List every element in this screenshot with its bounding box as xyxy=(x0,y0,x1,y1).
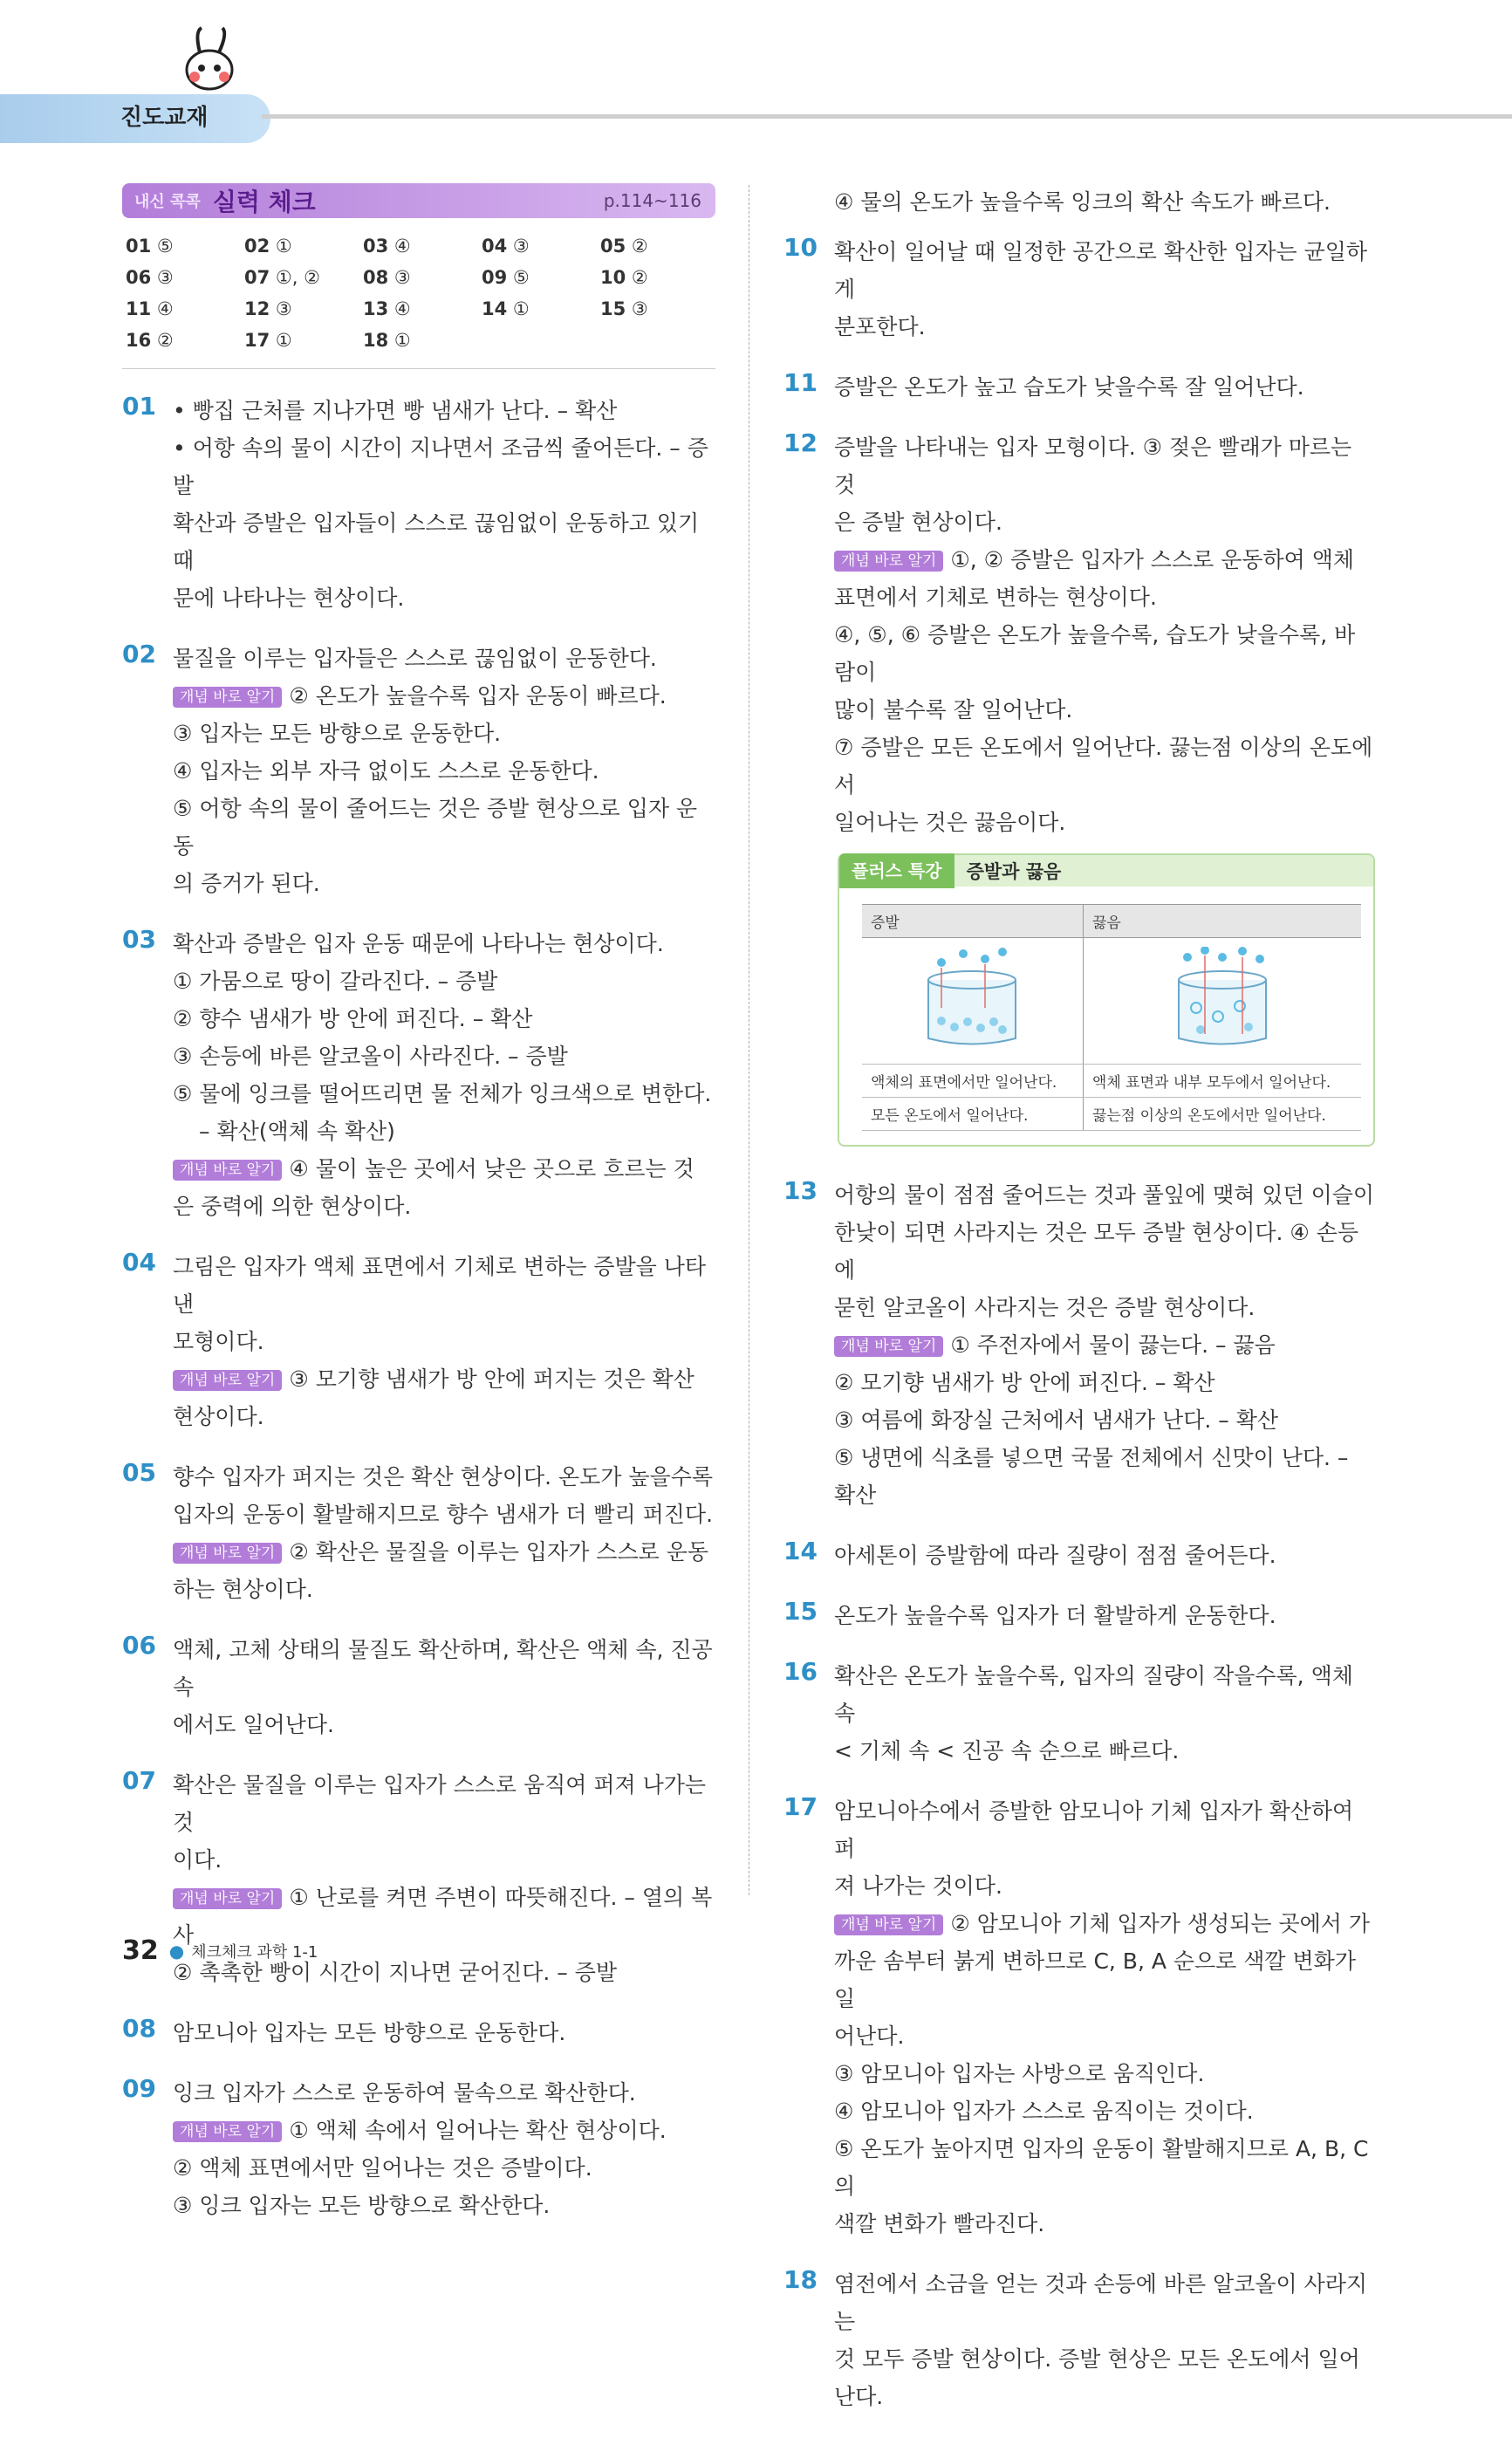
answer-cell xyxy=(126,267,244,288)
concept-badge: 개념 바로 알기 xyxy=(834,1336,943,1357)
evaporation-beaker-icon xyxy=(915,947,1029,1051)
plus-tag: 플러스 특강 xyxy=(839,853,954,888)
answer-value: ①, ② xyxy=(275,267,320,288)
text-line: 에서도 일어난다. xyxy=(173,1712,334,1737)
text-line: ④, ⑤, ⑥ 증발은 온도가 높을수록, 습도가 낮을수록, 바람이 xyxy=(834,622,1356,685)
concept-badge: 개념 바로 알기 xyxy=(173,1888,282,1909)
answer-cell xyxy=(600,267,719,288)
answer-check-bar xyxy=(122,183,715,218)
explanation-06 xyxy=(122,1631,715,1743)
text-line: ①, ② 증발은 입자가 스스로 운동하여 액체 xyxy=(950,547,1355,572)
explanation-14 xyxy=(783,1537,1375,1574)
bullet-dot-icon: ● xyxy=(168,1940,185,1962)
mascot-icon xyxy=(170,24,249,94)
answer-value: ① xyxy=(393,330,411,351)
text-line: 확산이 일어날 때 일정한 공간으로 확산한 입자는 균일하게 xyxy=(834,239,1368,302)
explanation-number: 04 xyxy=(122,1248,156,1277)
text-line: ③ 여름에 화장실 근처에서 냄새가 난다. – 확산 xyxy=(834,1407,1279,1433)
text-line: ④ 물의 온도가 높을수록 잉크의 확산 속도가 빠르다. xyxy=(834,189,1331,215)
answer-number: 11 xyxy=(126,298,152,319)
answer-number: 09 xyxy=(482,267,508,288)
text-line: ⑤ 냉면에 식초를 넣으면 국물 전체에서 신맛이 난다. – 확산 xyxy=(834,1445,1349,1508)
explanation-18 xyxy=(783,2265,1375,2415)
text-line: 염전에서 소금을 얻는 것과 손등에 바른 알코올이 사라지는 xyxy=(834,2271,1368,2334)
text-line: 묻힌 알코올이 사라지는 것은 증발 현상이다. xyxy=(834,1295,1255,1320)
answer-value: ⑤ xyxy=(156,236,174,257)
header-rule xyxy=(262,114,1512,119)
text-line: ② 확산은 물질을 이루는 입자가 스스로 운동 xyxy=(289,1539,708,1565)
answer-value: ③ xyxy=(631,298,648,319)
text-line: ⑤ 온도가 높아지면 입자의 운동이 활발해지므로 A, B, C의 xyxy=(834,2136,1369,2199)
explanation-number: 13 xyxy=(783,1176,818,1205)
plus-topic: 증발과 끓음 xyxy=(966,861,1062,882)
answer-number: 03 xyxy=(363,236,389,257)
table-cell: 끓는점 이상의 온도에서만 일어난다. xyxy=(1083,1098,1361,1131)
answer-number: 13 xyxy=(363,298,389,319)
text-line: ③ 모기향 냄새가 방 안에 퍼지는 것은 확산 xyxy=(289,1366,694,1392)
answer-cell xyxy=(126,236,244,257)
explanation-04 xyxy=(122,1248,715,1435)
concept-badge: 개념 바로 알기 xyxy=(834,1914,943,1935)
text-line: ② 향수 냄새가 방 안에 퍼진다. – 확산 xyxy=(173,1006,533,1031)
text-line: ④ 물이 높은 곳에서 낮은 곳으로 흐르는 것 xyxy=(289,1156,694,1181)
text-line: ③ 손등에 바른 알코올이 사라진다. – 증발 xyxy=(173,1044,568,1069)
answer-cell xyxy=(600,298,719,319)
explanation-number: 08 xyxy=(122,2014,156,2043)
explanation-16 xyxy=(783,1657,1375,1770)
explanation-number: 06 xyxy=(122,1631,156,1660)
answer-number: 05 xyxy=(600,236,626,257)
text-line: 은 증발 현상이다. xyxy=(834,510,1002,535)
answer-number: 15 xyxy=(600,298,626,319)
text-line: ② 촉촉한 빵이 시간이 지나면 굳어진다. – 증발 xyxy=(173,1960,618,1985)
explanation-number: 02 xyxy=(122,640,156,668)
text-line: ③ 입자는 모든 방향으로 운동한다. xyxy=(173,721,502,746)
plus-lecture-box xyxy=(838,853,1375,1147)
answer-cell xyxy=(363,298,482,319)
right-column xyxy=(783,183,1375,2438)
text-line: ① 난로를 켜면 주변이 따뜻해진다. – 열의 복사 xyxy=(173,1885,713,1948)
concept-badge: 개념 바로 알기 xyxy=(173,1543,282,1564)
text-line: ⑤ 어항 속의 물이 줄어드는 것은 증발 현상으로 입자 운동 xyxy=(173,796,698,859)
answer-value: ⑤ xyxy=(512,267,530,288)
text-line: 문에 나타나는 현상이다. xyxy=(173,586,405,611)
table-cell: 액체 표면과 내부 모두에서 일어난다. xyxy=(1083,1065,1361,1098)
text-line: ④ 입자는 외부 자극 없이도 스스로 운동한다. xyxy=(173,758,599,784)
text-line: 많이 불수록 잘 일어난다. xyxy=(834,697,1073,722)
text-line: 일어나는 것은 끓음이다. xyxy=(834,810,1066,835)
text-line: 증발은 온도가 높고 습도가 낮을수록 잘 일어난다. xyxy=(834,374,1304,400)
text-line: 한낮이 되면 사라지는 것은 모두 증발 현상이다. ④ 손등에 xyxy=(834,1220,1359,1283)
answer-cell xyxy=(244,330,363,351)
explanation-15 xyxy=(783,1597,1375,1634)
explanation-17 xyxy=(783,1792,1375,2243)
text-line: 이다. xyxy=(173,1847,222,1873)
concept-badge: 개념 바로 알기 xyxy=(173,1370,282,1391)
text-line: 분포한다. xyxy=(834,314,926,339)
text-line: 어난다. xyxy=(834,2024,905,2049)
explanation-01 xyxy=(122,392,715,617)
answer-number: 01 xyxy=(126,236,152,257)
answer-cell xyxy=(244,267,363,288)
explanation-number: 01 xyxy=(122,392,156,421)
text-line: 확산과 증발은 입자 운동 때문에 나타나는 현상이다. xyxy=(173,931,664,956)
text-line: 확산은 물질을 이루는 입자가 스스로 움직여 퍼져 나가는 것 xyxy=(173,1772,707,1835)
check-subtitle: 내신 콕콕 xyxy=(134,193,201,211)
answer-cell xyxy=(244,236,363,257)
text-line: 색깔 변화가 빨라진다. xyxy=(834,2211,1045,2236)
answer-number: 07 xyxy=(244,267,270,288)
text-line: 암모니아 입자는 모든 방향으로 운동한다. xyxy=(173,2020,566,2045)
concept-badge: 개념 바로 알기 xyxy=(173,2121,282,2142)
answer-cell xyxy=(363,330,482,351)
concept-badge: 개념 바로 알기 xyxy=(173,1160,282,1181)
boiling-beaker-icon xyxy=(1166,947,1279,1051)
text-line: 물질을 이루는 입자들은 스스로 끊임없이 운동한다. xyxy=(173,646,657,671)
answer-number: 16 xyxy=(126,330,152,351)
explanation-12 xyxy=(783,428,1375,841)
text-line: 그림은 입자가 액체 표면에서 기체로 변하는 증발을 나타낸 xyxy=(173,1254,707,1317)
table-cell: 모든 온도에서 일어난다. xyxy=(862,1098,1083,1131)
answer-number: 14 xyxy=(482,298,508,319)
page-number: 32 xyxy=(122,1935,159,1966)
table-cell: 액체의 표면에서만 일어난다. xyxy=(862,1065,1083,1098)
evaporation-boiling-table xyxy=(862,904,1361,1131)
text-line: 것 모두 증발 현상이다. 증발 현상은 모든 온도에서 일어난다. xyxy=(834,2346,1360,2409)
explanation-number: 16 xyxy=(783,1657,818,1686)
text-line: ② 암모니아 기체 입자가 생성되는 곳에서 가 xyxy=(950,1911,1370,1936)
text-line: 까운 솜부터 붉게 변하므로 C, B, A 순으로 색깔 변화가 일 xyxy=(834,1948,1356,2011)
answer-cell xyxy=(244,298,363,319)
text-line: • 어항 속의 물이 시간이 지나면서 조금씩 줄어든다. – 증발 xyxy=(173,435,708,498)
answer-cell xyxy=(482,298,600,319)
answer-value: ③ xyxy=(275,298,292,319)
answer-value: ④ xyxy=(156,298,174,319)
text-line: 확산과 증발은 입자들이 스스로 끊임없이 운동하고 있기 때 xyxy=(173,510,700,573)
answer-cell xyxy=(482,236,600,257)
table-header: 끓음 xyxy=(1083,905,1361,938)
check-pages: p.114~116 xyxy=(603,190,701,211)
answer-cell xyxy=(126,298,244,319)
text-line: 액체, 고체 상태의 물질도 확산하며, 확산은 액체 속, 진공 속 xyxy=(173,1637,713,1700)
answer-grid xyxy=(126,236,715,351)
explanation-number: 03 xyxy=(122,925,156,954)
answer-number: 12 xyxy=(244,298,270,319)
answer-value: ③ xyxy=(393,267,411,288)
answer-value: ① xyxy=(275,330,292,351)
text-line: ⑦ 증발은 모든 온도에서 일어난다. 끓는점 이상의 온도에서 xyxy=(834,735,1373,798)
explanation-number: 05 xyxy=(122,1458,156,1487)
explanation-number: 10 xyxy=(783,233,818,262)
answer-cell xyxy=(363,267,482,288)
answer-cell xyxy=(600,236,719,257)
answer-value: ② xyxy=(631,267,648,288)
explanation-02 xyxy=(122,640,715,902)
text-line: 확산은 온도가 높을수록, 입자의 질량이 작을수록, 액체 속 xyxy=(834,1663,1353,1726)
answer-value: ① xyxy=(275,236,292,257)
text-line: 잉크 입자가 스스로 운동하여 물속으로 확산한다. xyxy=(173,2080,636,2106)
explanation-11 xyxy=(783,368,1375,406)
answer-value: ③ xyxy=(512,236,530,257)
text-line: ① 액체 속에서 일어나는 확산 현상이다. xyxy=(289,2118,667,2143)
explanation-09-continued xyxy=(783,183,1375,221)
explanation-number: 11 xyxy=(783,368,818,397)
answer-number: 08 xyxy=(363,267,389,288)
text-line: ① 가뭄으로 땅이 갈라진다. – 증발 xyxy=(173,969,498,994)
text-line: – 확산(액체 속 확산) xyxy=(199,1119,395,1144)
table-header: 증발 xyxy=(862,905,1083,938)
answer-cell xyxy=(126,330,244,351)
check-title: 실력 체크 xyxy=(212,188,316,216)
answer-value: ① xyxy=(512,298,530,319)
book-title: 체크체크 과학 1-1 xyxy=(191,1942,318,1962)
answer-cell xyxy=(482,267,600,288)
explanation-number: 12 xyxy=(783,428,818,457)
section-rule xyxy=(122,368,715,369)
explanation-number: 18 xyxy=(783,2265,818,2294)
explanation-13 xyxy=(783,1176,1375,1514)
answer-value: ④ xyxy=(393,298,411,319)
answer-number: 04 xyxy=(482,236,508,257)
header-title: 진도교재 xyxy=(120,105,209,131)
text-line: ② 모기향 냄새가 방 안에 퍼진다. – 확산 xyxy=(834,1370,1215,1395)
explanation-05 xyxy=(122,1458,715,1608)
text-line: 은 중력에 의한 현상이다. xyxy=(173,1194,412,1219)
explanation-08 xyxy=(122,2014,715,2051)
answer-value: ② xyxy=(631,236,648,257)
answer-value: ③ xyxy=(156,267,174,288)
text-line: 모형이다. xyxy=(173,1329,264,1354)
explanation-number: 15 xyxy=(783,1597,818,1626)
text-line: 아세톤이 증발함에 따라 질량이 점점 줄어든다. xyxy=(834,1543,1276,1568)
text-line: 의 증거가 된다. xyxy=(173,871,320,896)
text-line: ④ 암모니아 입자가 스스로 움직이는 것이다. xyxy=(834,2099,1254,2124)
text-line: 하는 현상이다. xyxy=(173,1577,313,1602)
page-footer xyxy=(122,1935,318,1966)
text-line: 향수 입자가 퍼지는 것은 확산 현상이다. 온도가 높을수록 xyxy=(173,1464,714,1490)
text-line: 표면에서 기체로 변하는 현상이다. xyxy=(834,585,1157,610)
text-line: 어항의 물이 점점 줄어드는 것과 풀잎에 맺혀 있던 이슬이 xyxy=(834,1182,1375,1208)
explanation-number: 09 xyxy=(122,2074,156,2103)
answer-number: 18 xyxy=(363,330,389,351)
answer-value: ② xyxy=(156,330,174,351)
text-line: < 기체 속 < 진공 속 순으로 빠르다. xyxy=(834,1738,1180,1763)
explanation-09 xyxy=(122,2074,715,2224)
text-line: 온도가 높을수록 입자가 더 활발하게 운동한다. xyxy=(834,1603,1276,1628)
text-line: ① 주전자에서 물이 끓는다. – 끓음 xyxy=(950,1332,1276,1358)
concept-badge: 개념 바로 알기 xyxy=(834,551,943,572)
text-line: 져 나가는 것이다. xyxy=(834,1873,1002,1899)
text-line: ② 액체 표면에서만 일어나는 것은 증발이다. xyxy=(173,2155,592,2181)
text-line: 증발을 나타내는 입자 모형이다. ③ 젖은 빨래가 마르는 것 xyxy=(834,435,1352,497)
explanation-number: 07 xyxy=(122,1766,156,1795)
answer-cell xyxy=(363,236,482,257)
answer-number: 02 xyxy=(244,236,270,257)
concept-badge: 개념 바로 알기 xyxy=(173,687,282,708)
text-line: ③ 암모니아 입자는 사방으로 움직인다. xyxy=(834,2061,1205,2086)
text-line: ② 온도가 높을수록 입자 운동이 빠르다. xyxy=(289,683,667,709)
explanation-10 xyxy=(783,233,1375,346)
text-line: 입자의 운동이 활발해지므로 향수 냄새가 더 빨리 퍼진다. xyxy=(173,1502,714,1527)
answer-number: 17 xyxy=(244,330,270,351)
text-line: 현상이다. xyxy=(173,1404,264,1429)
answer-value: ④ xyxy=(393,236,411,257)
text-line: ③ 잉크 입자는 모든 방향으로 확산한다. xyxy=(173,2193,551,2218)
answer-number: 06 xyxy=(126,267,152,288)
explanation-03 xyxy=(122,925,715,1225)
answer-number: 10 xyxy=(600,267,626,288)
text-line: • 빵집 근처를 지나가면 빵 냄새가 난다. – 확산 xyxy=(173,398,618,423)
text-line: ⑤ 물에 잉크를 떨어뜨리면 물 전체가 잉크색으로 변한다. xyxy=(173,1081,712,1106)
text-line: 암모니아수에서 증발한 암모니아 기체 입자가 확산하여 퍼 xyxy=(834,1798,1354,1861)
explanation-number: 14 xyxy=(783,1537,818,1565)
explanation-number: 17 xyxy=(783,1792,818,1821)
